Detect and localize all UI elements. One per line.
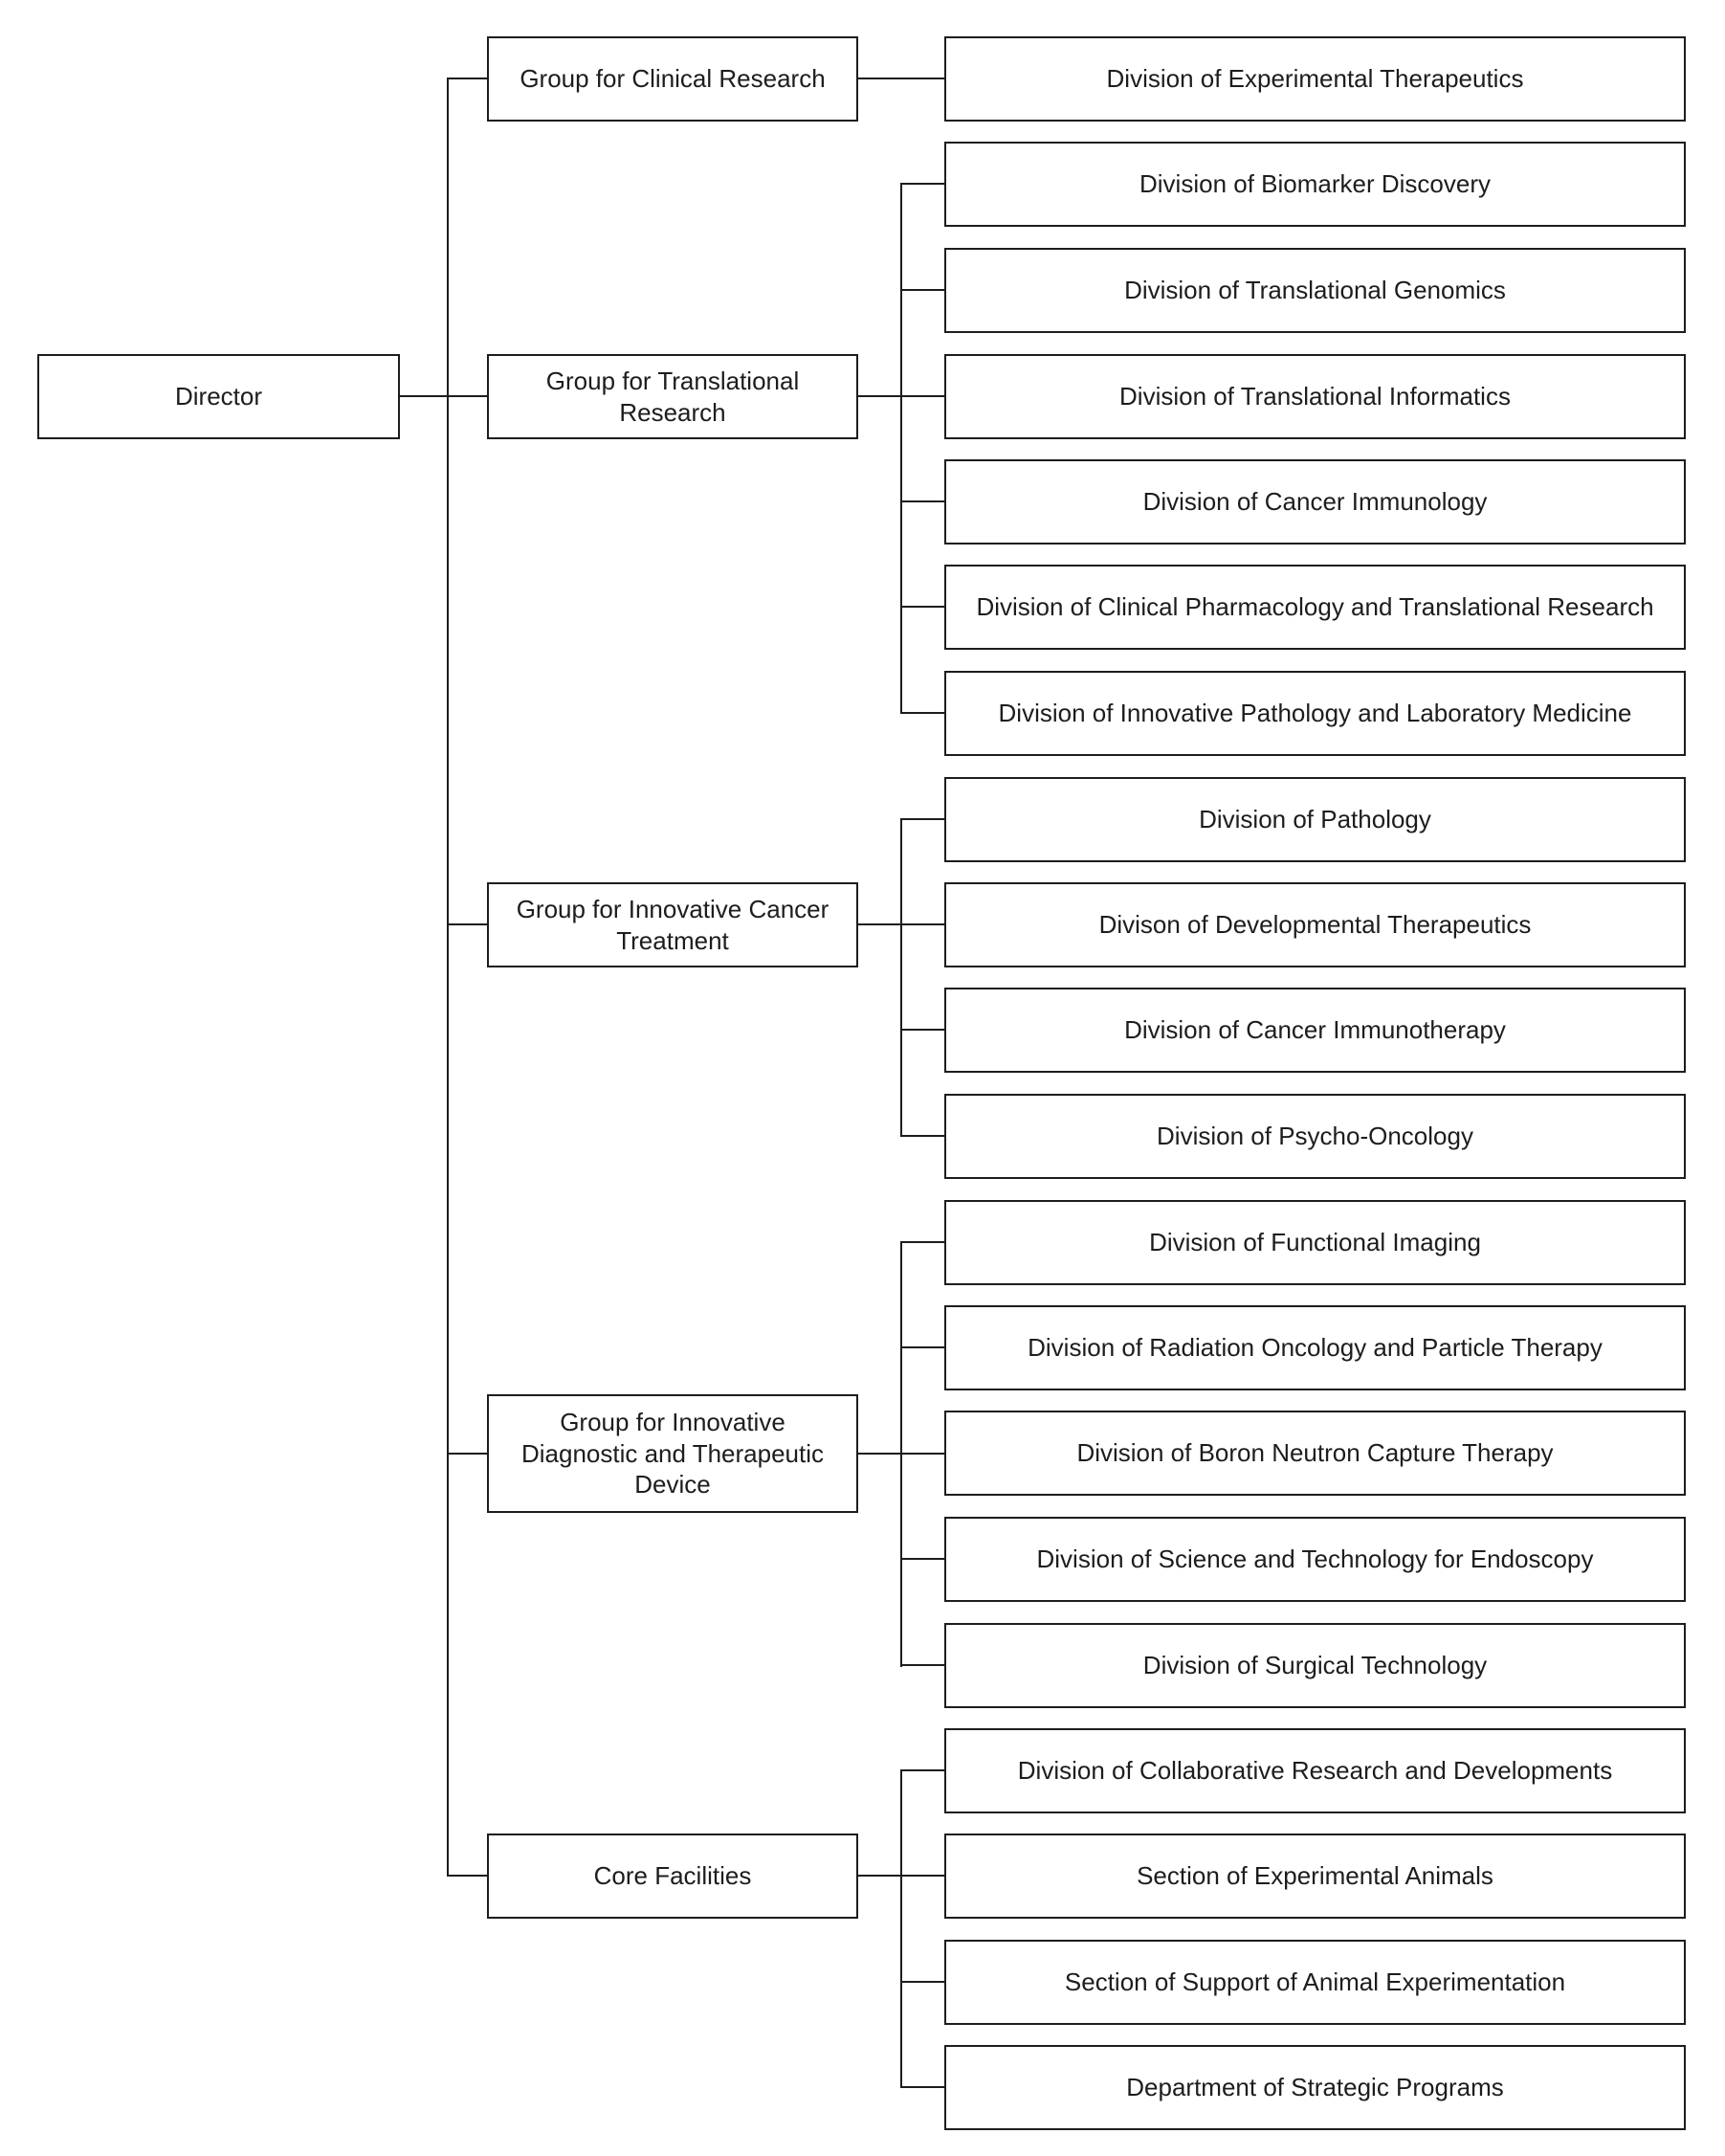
group-box-translational-research: Group for Translational Research bbox=[487, 354, 858, 439]
director-box: Director bbox=[37, 354, 400, 439]
stub-psycho-oncology bbox=[900, 1135, 945, 1137]
division-box-surgical-technology: Division of Surgical Technology bbox=[944, 1623, 1686, 1708]
stub-pathology bbox=[900, 818, 945, 820]
stub-support-animal-experimentation bbox=[900, 1981, 945, 1983]
division-box-translational-genomics: Division of Translational Genomics bbox=[944, 248, 1686, 333]
division-box-cancer-immunotherapy: Division of Cancer Immunotherapy bbox=[944, 988, 1686, 1073]
stub-strategic-programs bbox=[900, 2086, 945, 2088]
division-box-cancer-immunology: Division of Cancer Immunology bbox=[944, 459, 1686, 545]
group-box-innovative-cancer-treatment: Group for Innovative Cancer Treatment bbox=[487, 882, 858, 967]
stub-clinical-pharmacology bbox=[900, 606, 945, 608]
stub-radiation-oncology bbox=[900, 1346, 945, 1348]
division-box-boron-neutron-capture-therapy: Division of Boron Neutron Capture Therapy bbox=[944, 1411, 1686, 1496]
department-box-strategic-programs: Department of Strategic Programs bbox=[944, 2045, 1686, 2130]
division-box-experimental-therapeutics: Division of Experimental Therapeutics bbox=[944, 36, 1686, 122]
stub-surgical-technology bbox=[900, 1664, 945, 1666]
connector-trunk-to-device-group bbox=[447, 1453, 488, 1455]
connector-trunk-to-clinical-group bbox=[447, 78, 488, 79]
division-box-collaborative-research-developments: Division of Collaborative Research and Developments bbox=[944, 1728, 1686, 1813]
stub-cancer-immunotherapy bbox=[900, 1029, 945, 1031]
trunk-core-facilities-divisions bbox=[900, 1769, 902, 2088]
group-box-core-facilities: Core Facilities bbox=[487, 1834, 858, 1919]
group-box-clinical-research: Group for Clinical Research bbox=[487, 36, 858, 122]
connector-clinical-group-to-division bbox=[857, 78, 945, 79]
division-box-radiation-oncology-particle-therapy: Division of Radiation Oncology and Particle Therapy bbox=[944, 1305, 1686, 1390]
group-box-innovative-diagnostic-therapeutic-device: Group for Innovative Diagnostic and Therapeutic Device bbox=[487, 1394, 858, 1513]
stub-innovative-pathology bbox=[900, 712, 945, 714]
division-box-pathology: Division of Pathology bbox=[944, 777, 1686, 862]
connector-director-to-trunk bbox=[399, 395, 488, 397]
division-box-science-technology-endoscopy: Division of Science and Technology for Endoscopy bbox=[944, 1517, 1686, 1602]
division-box-clinical-pharmacology-translational-research: Division of Clinical Pharmacology and Translational Research bbox=[944, 565, 1686, 650]
division-box-functional-imaging: Division of Functional Imaging bbox=[944, 1200, 1686, 1285]
connector-trunk-to-cancer-treatment-group bbox=[447, 923, 488, 925]
connector-left-trunk bbox=[447, 78, 449, 1877]
stub-cancer-immunology bbox=[900, 500, 945, 502]
section-box-support-animal-experimentation: Section of Support of Animal Experimentation bbox=[944, 1940, 1686, 2025]
division-box-developmental-therapeutics: Divison of Developmental Therapeutics bbox=[944, 882, 1686, 967]
section-box-experimental-animals: Section of Experimental Animals bbox=[944, 1834, 1686, 1919]
stub-collaborative-research bbox=[900, 1769, 945, 1771]
trunk-device-divisions bbox=[900, 1241, 902, 1667]
stub-functional-imaging bbox=[900, 1241, 945, 1243]
division-box-biomarker-discovery: Division of Biomarker Discovery bbox=[944, 142, 1686, 227]
trunk-cancer-treatment-divisions bbox=[900, 818, 902, 1137]
division-box-psycho-oncology: Division of Psycho-Oncology bbox=[944, 1094, 1686, 1179]
stub-biomarker-discovery bbox=[900, 183, 945, 185]
division-box-innovative-pathology-laboratory-medicine: Division of Innovative Pathology and Laboratory Medicine bbox=[944, 671, 1686, 756]
stub-science-technology-endoscopy bbox=[900, 1558, 945, 1560]
division-box-translational-informatics: Division of Translational Informatics bbox=[944, 354, 1686, 439]
stub-translational-genomics bbox=[900, 289, 945, 291]
trunk-translational-divisions bbox=[900, 183, 902, 714]
connector-trunk-to-core-facilities-group bbox=[447, 1875, 488, 1877]
